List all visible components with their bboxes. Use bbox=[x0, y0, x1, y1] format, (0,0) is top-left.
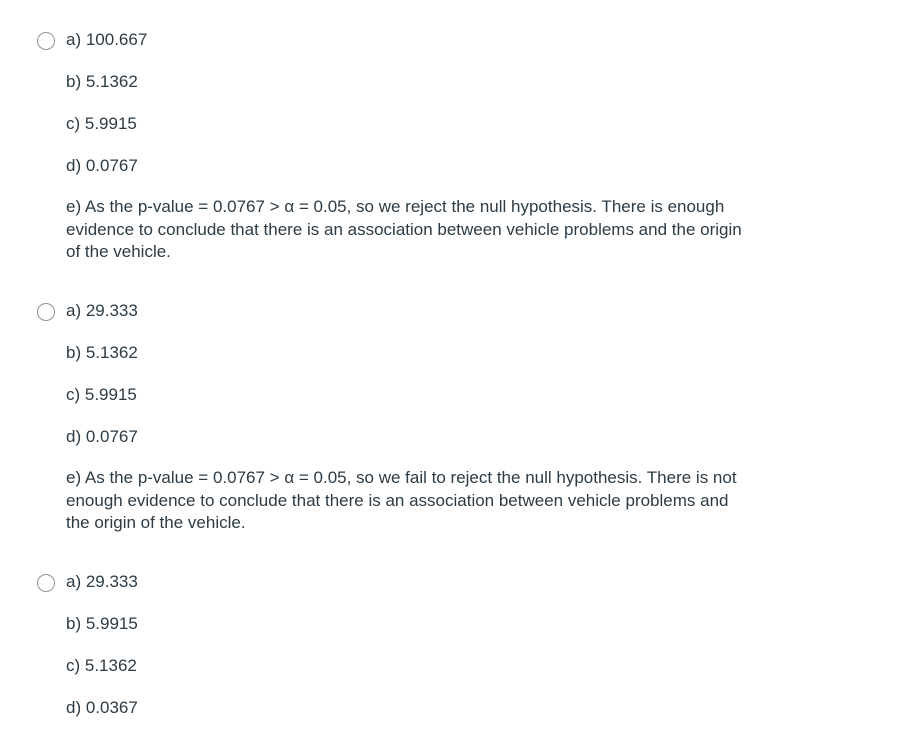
option-3-part-c: c) 5.1362 bbox=[66, 656, 137, 675]
option-2-part-d: d) 0.0767 bbox=[66, 427, 138, 446]
radio-button-option-1[interactable] bbox=[37, 32, 55, 50]
option-3-part-d: d) 0.0367 bbox=[66, 698, 138, 717]
option-3-part-b: b) 5.9915 bbox=[66, 614, 138, 633]
option-1-part-d: d) 0.0767 bbox=[66, 156, 138, 175]
radio-button-option-3[interactable] bbox=[37, 574, 55, 592]
option-2-part-b: b) 5.1362 bbox=[66, 343, 138, 362]
option-1-part-b: b) 5.1362 bbox=[66, 72, 138, 91]
option-2-part-a: a) 29.333 bbox=[66, 301, 138, 320]
option-1-part-e: e) As the p-value = 0.0767 > α = 0.05, so we reject the null hypothesis. There is enough evidence to conclude that there is an association between vehicle problems and the origin of the vehicle. bbox=[66, 197, 742, 261]
option-1-part-a: a) 100.667 bbox=[66, 30, 148, 49]
option-2-part-c: c) 5.9915 bbox=[66, 385, 137, 404]
option-3-part-a: a) 29.333 bbox=[66, 572, 138, 591]
radio-button-option-2[interactable] bbox=[37, 303, 55, 321]
option-2-part-e: e) As the p-value = 0.0767 > α = 0.05, so we fail to reject the null hypothesis. There is not enough evidence to conclude that there is an association between vehicle problems and the origin of the vehicle. bbox=[66, 468, 737, 532]
option-1-part-c: c) 5.9915 bbox=[66, 114, 137, 133]
